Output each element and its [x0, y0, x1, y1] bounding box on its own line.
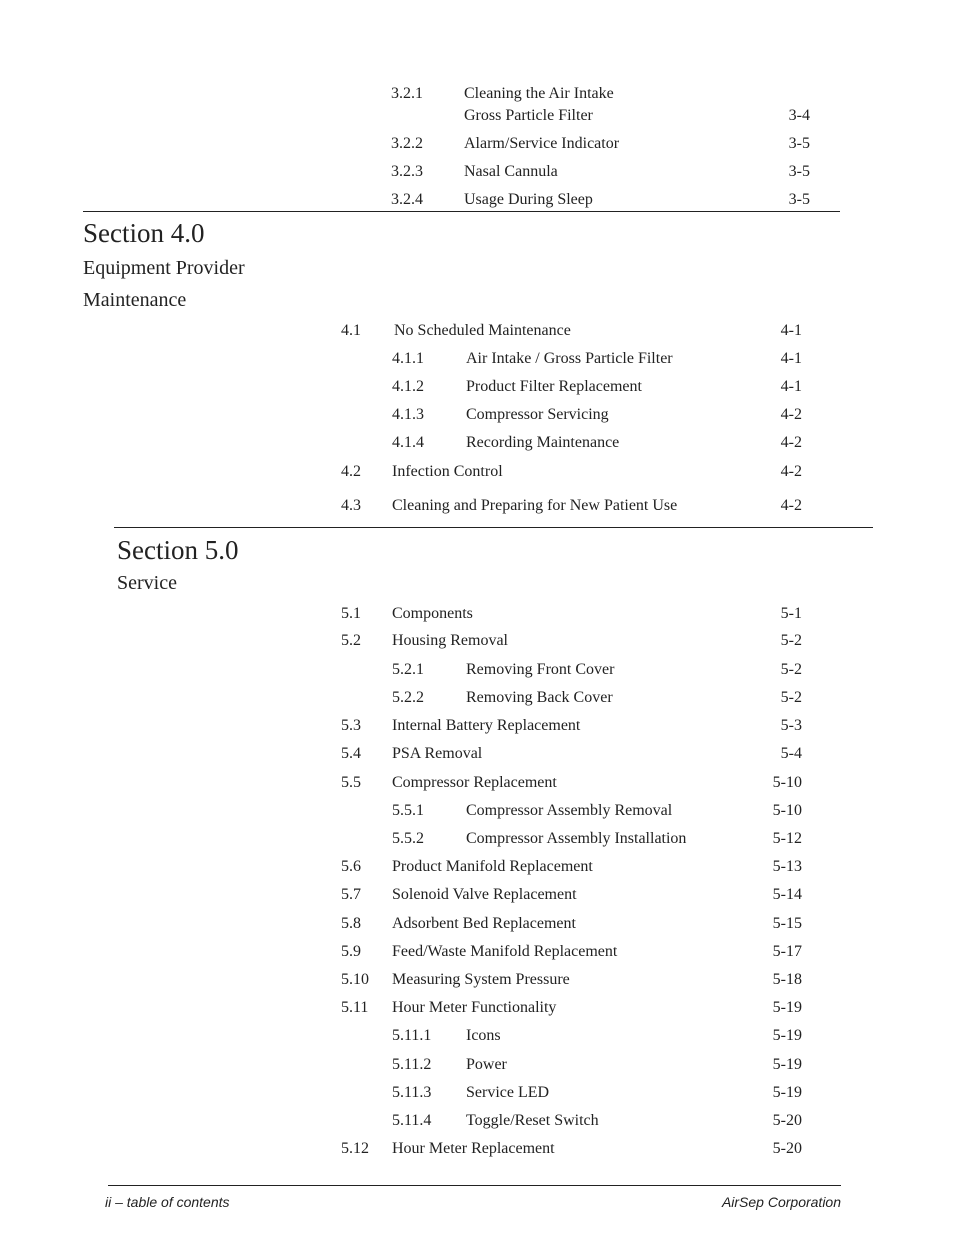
toc-page: 4-1	[780, 350, 802, 367]
toc-page: 5-4	[780, 745, 802, 762]
toc-page: 5-2	[780, 689, 802, 706]
toc-number: 5.10	[341, 971, 369, 988]
toc-page: 5-2	[780, 632, 802, 649]
toc-title: Internal Battery Replacement	[392, 717, 581, 734]
toc-page: 4-2	[780, 497, 802, 514]
section-heading: Section 4.0	[83, 218, 205, 248]
toc-number: 5.11.2	[392, 1056, 432, 1073]
toc-title: Cleaning and Preparing for New Patient Use	[392, 497, 678, 514]
toc-title: Components	[392, 605, 473, 622]
toc-page: 3-5	[788, 191, 810, 208]
toc-title: Gross Particle Filter	[464, 107, 593, 124]
toc-page: 4-2	[780, 434, 802, 451]
toc-number: 5.5.1	[392, 802, 424, 819]
toc-title: Compressor Assembly Removal	[466, 802, 673, 819]
toc-page: 5-19	[772, 1084, 802, 1101]
toc-title: Cleaning the Air Intake	[464, 85, 614, 102]
toc-page: 3-5	[788, 163, 810, 180]
toc-title: Housing Removal	[392, 632, 508, 649]
toc-title: Compressor Assembly Installation	[466, 830, 687, 847]
toc-number: 5.3	[341, 717, 361, 734]
toc-number: 5.9	[341, 943, 361, 960]
toc-title: Power	[466, 1056, 507, 1073]
toc-title: Hour Meter Functionality	[392, 999, 557, 1016]
toc-number: 5.12	[341, 1140, 369, 1157]
section-subtitle: Service	[117, 572, 177, 594]
toc-number: 3.2.4	[391, 191, 423, 208]
footer-rule	[108, 1185, 841, 1186]
toc-page: 5-20	[772, 1140, 802, 1157]
toc-title: Air Intake / Gross Particle Filter	[466, 350, 673, 367]
toc-page: 5-19	[772, 1056, 802, 1073]
toc-title: Icons	[466, 1027, 501, 1044]
toc-title: Measuring System Pressure	[392, 971, 570, 988]
toc-title: Solenoid Valve Replacement	[392, 886, 577, 903]
toc-title: Usage During Sleep	[464, 191, 593, 208]
toc-number: 5.6	[341, 858, 361, 875]
toc-title: Nasal Cannula	[464, 163, 558, 180]
toc-title: No Scheduled Maintenance	[394, 322, 571, 339]
toc-page: 4-1	[780, 322, 802, 339]
toc-title: Alarm/Service Indicator	[464, 135, 620, 152]
toc-page: 5-10	[772, 774, 802, 791]
toc-number: 5.5	[341, 774, 361, 791]
toc-title: Compressor Servicing	[466, 406, 609, 423]
toc-title: Compressor Replacement	[392, 774, 557, 791]
toc-number: 5.11.1	[392, 1027, 432, 1044]
section-subtitle: Maintenance	[83, 289, 187, 311]
toc-title: Product Filter Replacement	[466, 378, 642, 395]
toc-page: 4-2	[780, 463, 802, 480]
toc-number: 3.2.1	[391, 85, 423, 102]
toc-page: 5-17	[772, 943, 802, 960]
toc-number: 5.11.4	[392, 1112, 432, 1129]
toc-page: 3-4	[788, 107, 810, 124]
toc-title: Feed/Waste Manifold Replacement	[392, 943, 618, 960]
toc-number: 5.8	[341, 915, 361, 932]
toc-page: 5-2	[780, 661, 802, 678]
toc-number: 5.2.1	[392, 661, 424, 678]
toc-title: Removing Back Cover	[466, 689, 613, 706]
toc-number: 5.11.3	[392, 1084, 432, 1101]
section-divider	[114, 527, 873, 528]
toc-page: 5-3	[780, 717, 802, 734]
toc-page: 5-19	[772, 999, 802, 1016]
toc-page: 5-10	[772, 802, 802, 819]
toc-title: Service LED	[466, 1084, 550, 1101]
section-subtitle: Equipment Provider	[83, 257, 245, 279]
toc-number: 4.1.3	[392, 406, 424, 423]
toc-page: 5-19	[772, 1027, 802, 1044]
toc-title: Hour Meter Replacement	[392, 1140, 555, 1157]
toc-page: 4-2	[780, 406, 802, 423]
toc-number: 4.1.2	[392, 378, 424, 395]
section-divider	[83, 211, 840, 212]
toc-number: 3.2.2	[391, 135, 423, 152]
toc-number: 5.5.2	[392, 830, 424, 847]
toc-page: 5-1	[780, 605, 802, 622]
toc-number: 4.1.1	[392, 350, 424, 367]
toc-page: 3-5	[788, 135, 810, 152]
toc-number: 5.2	[341, 632, 361, 649]
toc-title: Removing Front Cover	[466, 661, 615, 678]
toc-number: 4.1	[341, 322, 361, 339]
toc-title: Infection Control	[392, 463, 503, 480]
section-heading: Section 5.0	[117, 535, 239, 565]
toc-page: 5-14	[772, 886, 802, 903]
footer-right: AirSep Corporation	[721, 1194, 841, 1210]
toc-page: 4-1	[780, 378, 802, 395]
toc-number: 5.7	[341, 886, 361, 903]
toc-title: PSA Removal	[392, 745, 483, 762]
toc-number: 4.3	[341, 497, 361, 514]
toc-number: 5.11	[341, 999, 369, 1016]
toc-page: 5-20	[772, 1112, 802, 1129]
toc-page: 5-18	[772, 971, 802, 988]
toc-number: 4.2	[341, 463, 361, 480]
toc-number: 5.2.2	[392, 689, 424, 706]
toc-number: 4.1.4	[392, 434, 424, 451]
toc-title: Adsorbent Bed Replacement	[392, 915, 576, 932]
toc-number: 5.1	[341, 605, 361, 622]
toc-title: Recording Maintenance	[466, 434, 620, 451]
toc-title: Toggle/Reset Switch	[466, 1112, 599, 1129]
toc-page: 5-13	[772, 858, 802, 875]
toc-title: Product Manifold Replacement	[392, 858, 593, 875]
toc-page: 5-12	[772, 830, 802, 847]
toc-number: 3.2.3	[391, 163, 423, 180]
toc-number: 5.4	[341, 745, 361, 762]
footer-left: ii – table of contents	[105, 1194, 230, 1210]
toc-page: 5-15	[772, 915, 802, 932]
